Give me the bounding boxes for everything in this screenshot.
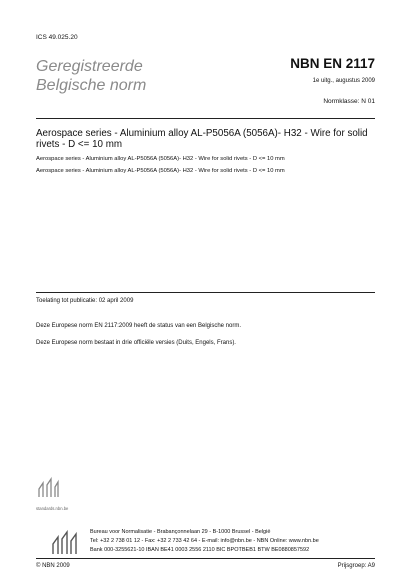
address-line-2: Tel: +32 2 738 01 12 - Fax: +32 2 733 42 64 - E-mail: info@nbn.be - NBN Online: www.nbn.be — [90, 538, 319, 544]
brand-line-2: Belgische norm — [36, 77, 147, 94]
copyright: © NBN 2009 — [36, 563, 70, 569]
address-line-1: Bureau voor Normalisatie - Brabançonnelaan 29 - B-1000 Brussel - België — [90, 529, 271, 535]
price-group: Prijsgroep: A9 — [337, 563, 375, 569]
address-line-3: Bank 000-3255621-10 IBAN BE41 0003 2556 2110 BIC BPOTBEB1 BTW BE0880857592 — [90, 547, 310, 553]
website-link[interactable]: standards.nbn.be — [36, 506, 69, 511]
alt-title-2: Aerospace series - Aluminium alloy AL-P5056A (5056A)- H32 - Wire for solid rivets - D <= 10 mm — [36, 168, 285, 174]
nbn-logo-footer-icon — [50, 528, 80, 556]
edition-date: 1e uitg., augustus 2009 — [312, 78, 375, 84]
divider-top — [36, 118, 375, 119]
brand-line-1: Geregistreerde — [36, 58, 143, 75]
publication-date: Toelating tot publicatie: 02 april 2009 — [36, 298, 134, 304]
document-title: Aerospace series - Aluminium alloy AL-P5056A (5056A)- H32 - Wire for solid rivets - D <= 10 mm — [36, 128, 368, 150]
standard-number: NBN EN 2117 — [290, 56, 375, 71]
divider-middle — [36, 292, 375, 293]
status-statement: Deze Europese norm EN 2117:2009 heeft de status van een Belgische norm. — [36, 323, 242, 329]
divider-bottom — [36, 558, 375, 559]
classification: Normklasse: N 01 — [323, 98, 375, 105]
alt-title-1: Aerospace series - Aluminium alloy AL-P5056A (5056A)- H32 - Wire for solid rivets - D <= 10 mm — [36, 156, 285, 162]
nbn-logo-icon — [36, 475, 60, 501]
versions-statement: Deze Europese norm bestaat in drie officiële versies (Duits, Engels, Frans). — [36, 340, 236, 346]
ics-code: ICS 49.025.20 — [36, 34, 78, 41]
